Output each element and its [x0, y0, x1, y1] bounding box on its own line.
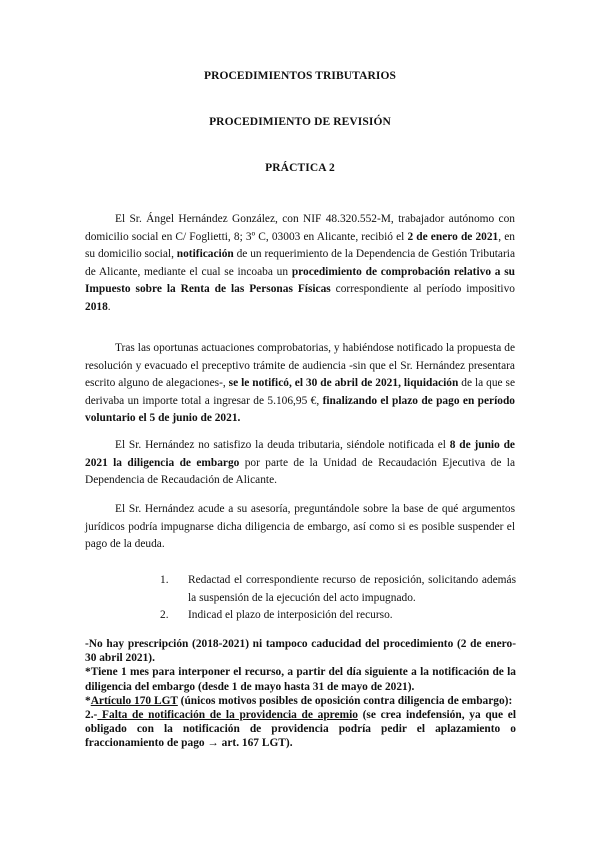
heading-practica: PRÁCTICA 2	[265, 162, 335, 174]
text-span: El Sr. Ángel Hernández González, con NIF 48.320.552-M, trabajador autónomo con domicilio social en C/ Foglietti, 8; 3º C, 03003 en Alicante, recibió el	[85, 213, 515, 243]
text-span: .	[107, 300, 111, 313]
list-item	[160, 572, 516, 607]
bold-span: notificación	[176, 248, 234, 260]
answer-notes	[85, 637, 516, 751]
text-span: *	[85, 694, 91, 707]
paragraph-facts-1	[85, 211, 515, 316]
text-span: Tras las oportunas actuaciones comprobatorias, y habiéndose notificado la propuesta de resolución y evacuado el preceptivo trámite de audiencia -sin que el Sr. Hernández presentara escrito alguno de alegaciones-,	[85, 342, 515, 389]
ground-title: Falta de notificación de la providencia de apremio	[97, 709, 358, 722]
task-list	[160, 572, 516, 625]
list-item	[160, 607, 516, 625]
text-span: correspondiente al período impositivo	[330, 283, 515, 295]
text-span: , en su domicilio social,	[85, 230, 516, 260]
bold-span: 2018	[85, 300, 108, 313]
text-span: por parte de la Unidad de Recaudación Ejecutiva de la Dependencia de Recaudación de Alicante.	[85, 456, 515, 486]
list-item-text: Indicad el plazo de interposición del recurso.	[188, 609, 393, 621]
bold-span: 8 de junio de 2021 la diligencia de embargo	[85, 439, 515, 469]
bold-span: procedimiento de comprobación relativo a su Impuesto sobre la Renta de las Personas Físicas	[85, 265, 515, 295]
bold-span: 2 de enero de 2021	[407, 230, 499, 243]
paragraph-facts-3	[85, 437, 515, 490]
note-prescription: -No hay prescripción (2018-2021) ni tampoco caducidad del procedimiento (2 de enero-30 abril 2021).	[85, 638, 516, 665]
text-span: de la que se derivaba un importe total a ingresar de 5.106,95 €,	[85, 377, 515, 407]
list-item-text: Redactad el correspondiente recurso de reposición, solicitando además la suspensión de la ejecución del acto impugnado.	[188, 574, 516, 604]
list-number: 1.	[160, 574, 169, 586]
note-article-170	[85, 694, 516, 708]
paragraph-facts-4	[85, 501, 515, 554]
note-ground-2	[85, 708, 516, 751]
text-span: 2.-	[85, 709, 98, 722]
text-span: (únicos motivos posibles de oposición contra diligencia de embargo):	[177, 694, 513, 707]
article-reference: Artículo 170 LGT	[90, 694, 178, 707]
text-span: de un requerimiento de la Dependencia de Gestión Tributaria de Alicante, mediante el cual se incoaba un	[85, 248, 516, 278]
note-deadline: *Tiene 1 mes para interponer el recurso, a partir del día siguiente a la notificación de la diligencia del embargo (desde 1 de mayo hasta 31 de mayo de 2021).	[85, 666, 516, 693]
text-span: (se crea indefensión, ya que el obligado con la notificación de providencia podría pedir el aplazamiento o fraccionamiento de pago → art. 167 LGT).	[85, 709, 516, 750]
heading-procedimiento-revision: PROCEDIMIENTO DE REVISIÓN	[209, 116, 391, 128]
bold-span: finalizando el plazo de pago en período voluntario el 5 de junio de 2021.	[85, 394, 515, 424]
text-span: El Sr. Hernández acude a su asesoría, preguntándole sobre la base de qué argumentos jurídicos podría impugnarse dicha diligencia de embargo, así como si es posible suspender el pago de la deuda.	[85, 503, 515, 550]
paragraph-facts-2	[85, 340, 515, 428]
bold-span: se le notificó, el 30 de abril de 2021, liquidación	[228, 377, 459, 389]
list-number: 2.	[160, 609, 169, 621]
heading-procedimientos-tributarios: PROCEDIMIENTOS TRIBUTARIOS	[203, 70, 397, 82]
text-span: El Sr. Hernández no satisfizo la deuda tributaria, siéndole notificada el	[115, 439, 450, 451]
